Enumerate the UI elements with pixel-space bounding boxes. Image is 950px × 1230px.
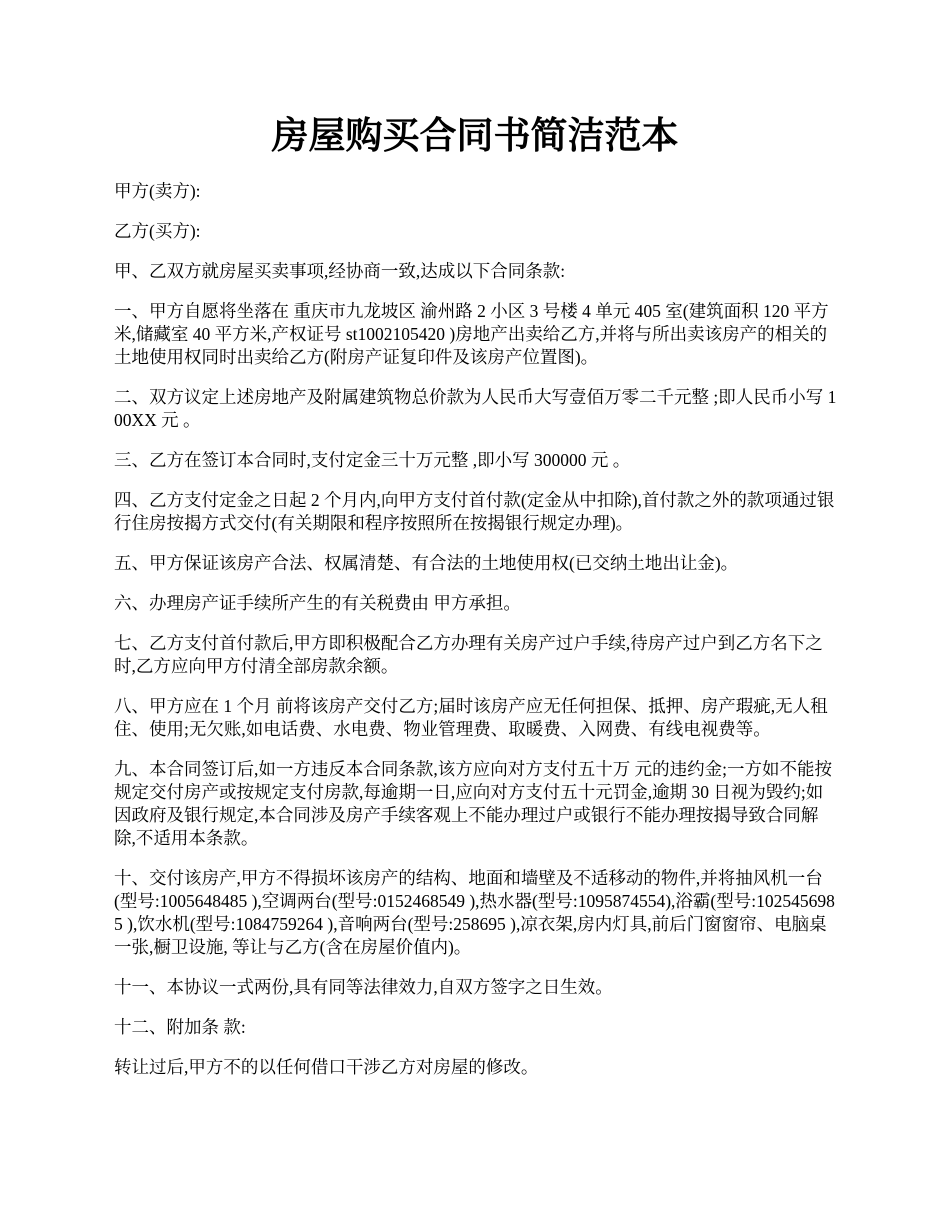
clause-5: 五、甲方保证该房产合法、权属清楚、有合法的土地使用权(已交纳土地出让金)。 [114,553,739,573]
document-title: 房屋购买合同书简洁范本 [271,116,679,157]
clause-8: 八、甲方应在 1 个月 前将该房产交付乙方;届时该房产应无任何担保、抵押、房产瑕疵,无人租住、使用;无欠账,如电话费、水电费、物业管理费、取暖费、入网费、有线电视费等。 [114,696,828,739]
party-b-line: 乙方(买方): [114,221,201,241]
clause-10: 十、交付该房产,甲方不得损坏该房产的结构、地面和墙壁及不适移动的物件,并将抽风机一台(型号:1005648485 ),空调两台(型号:0152468549 ),热水器(型号:1095874554),浴霸(型号:1025456985 ),饮水机(型号:1084759264 ),音响两台(型号:258695 ),凉衣架,房内灯具,前后门窗窗帘、电脑桌一张,橱卫设施, 等让与乙方(含在房屋价值内)。 [114,868,835,957]
preamble-paragraph: 甲、乙双方就房屋买卖事项,经协商一致,达成以下合同条款: [114,261,566,281]
additional-term: 转让过后,甲方不的以任何借口干涉乙方对房屋的修改。 [114,1057,539,1077]
clause-12: 十二、附加条 款: [114,1017,246,1037]
clause-3: 三、乙方在签订本合同时,支付定金三十万元整 ,即小写 300000 元 。 [114,450,631,470]
clause-11: 十一、本协议一式两份,具有同等法律效力,自双方签字之日生效。 [114,977,613,997]
clause-2: 二、双方议定上述房地产及附属建筑物总价款为人民币大写壹佰万零二千元整 ;即人民币小写 100XX 元 。 [114,387,837,430]
clause-4: 四、乙方支付定金之日起 2 个月内,向甲方支付首付款(定金从中扣除),首付款之外的款项通过银行住房按揭方式交付(有关期限和程序按照所在按揭银行规定办理)。 [114,490,835,533]
party-a-line: 甲方(卖方): [114,181,201,201]
clause-6: 六、办理房产证手续所产生的有关税费由 甲方承担。 [114,593,521,613]
document-body [114,180,839,1096]
clause-9: 九、本合同签订后,如一方违反本合同条款,该方应向对方支付五十万 元的违约金;一方如不能按规定交付房产或按规定支付房款,每逾期一日,应向对方支付五十元罚金,逾期 30 日视为毁约;如因政府及银行规定,本合同涉及房产手续客观上不能办理过户或银行不能办理按揭导致合同解除,不适用本条款。 [114,759,832,848]
clause-1: 一、甲方自愿将坐落在 重庆市九龙坡区 渝州路 2 小区 3 号楼 4 单元 405 室(建筑面积 120 平方米,储藏室 40 平方米,产权证号 st1002105420 )房地产出卖给乙方,并将与所出卖该房产的相关的土地使用权同时出卖给乙方(附房产证复印件及该房产位置图)。 [114,301,829,367]
clause-7: 七、乙方支付首付款后,甲方即积极配合乙方办理有关房产过户手续,待房产过户到乙方名下之时,乙方应向甲方付清全部房款余额。 [114,633,823,676]
